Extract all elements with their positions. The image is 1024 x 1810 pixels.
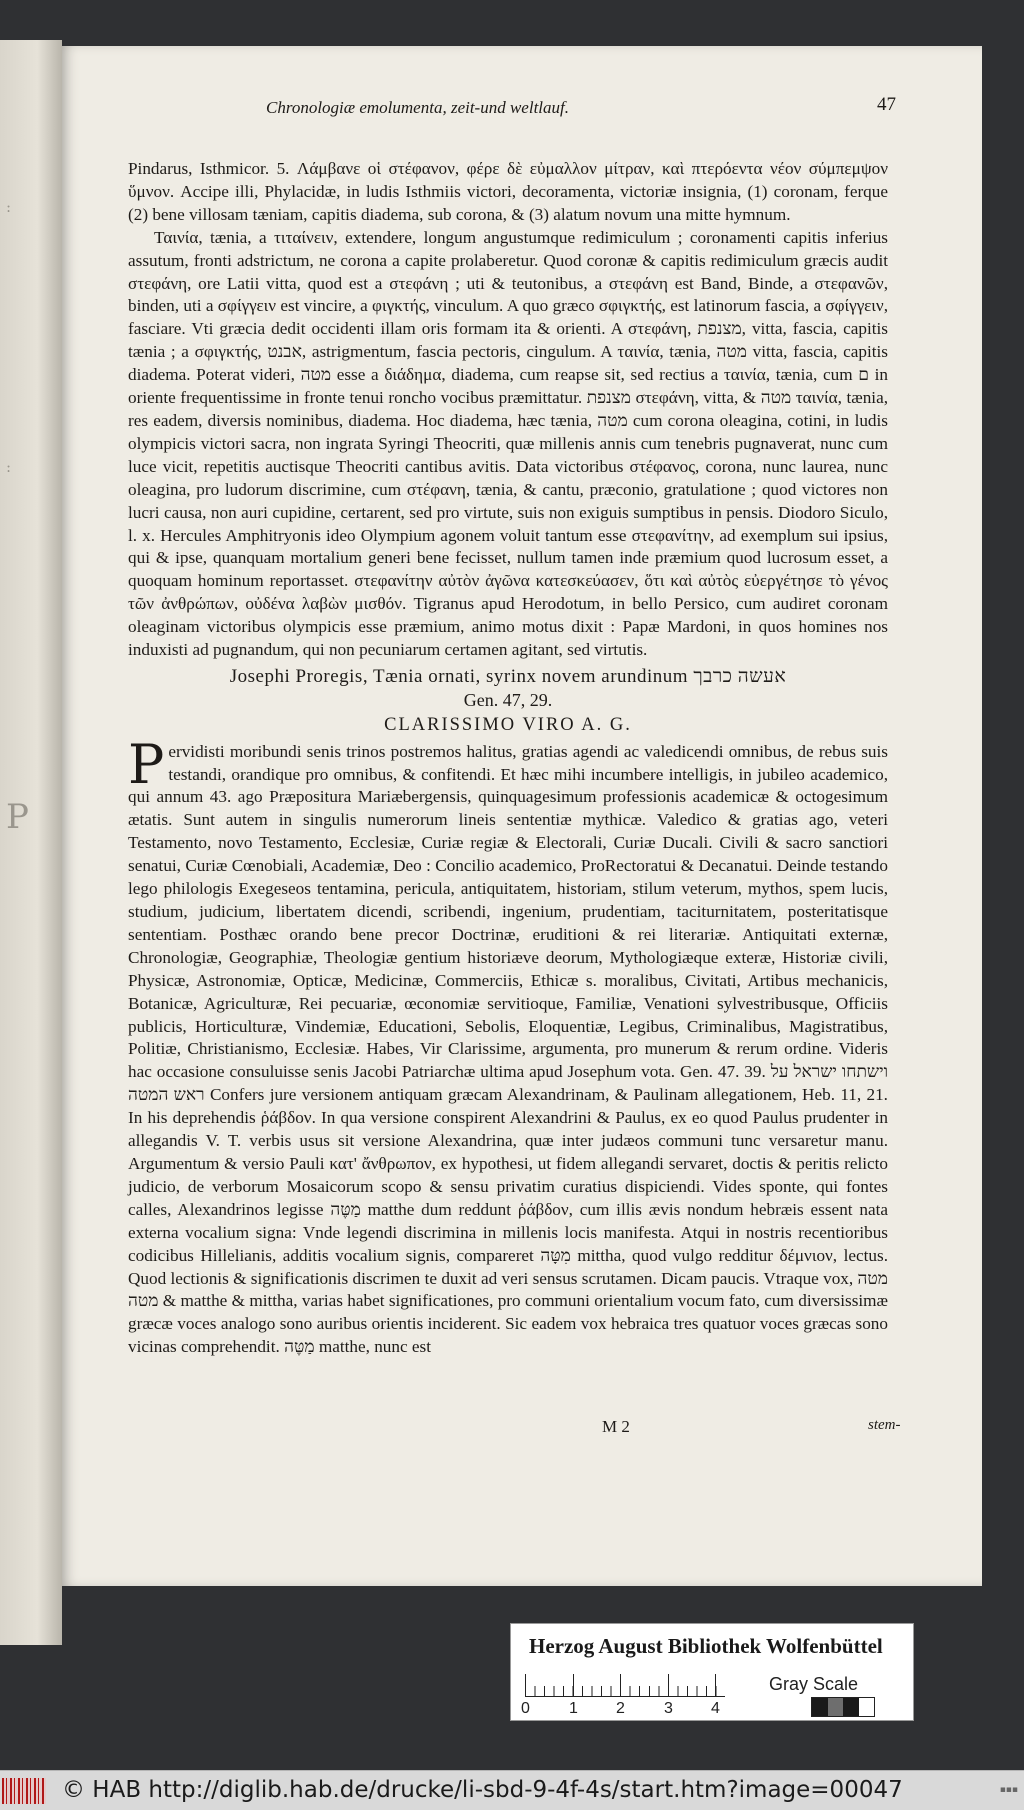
letter-text: ervidisti moribundi senis trinos postremos halitus, gratias agendi ac valedicendi omnibus, de rebus suis testandi, orandique pro omnibus, & confitendi. Et hæc mihi incumbere intelligis, in jubileo academico, qui annum 43. ago Præpositura Mariæbergensis, quinquagesimum professionis academicæ & octogesimum ætatis. Sunt autem in singulis numerorum lineis sententiæ mythicæ. Valedico & gratias ago, veteri Testamento, novo Testamento, Ecclesiæ, Curiæ regiæ & Electorali, Curiæ Ducali. Civili & sacro sanctiori senatui, Curiæ Cœnobiali, Academiæ, Deo : Concilio academico, ProRectoratui & Decanatui. Deinde testando lego philologis Exegeseos tentamina, pericula, antiquitatem, historiam, stilum veterum, mythos, spem lucis, studium, judicium, libertatem dicendi, scribendi, ingenium, prudentiam, taciturnitatem, posteritatisque sententiam. Posthæc orando bene precor Doctrinæ, eruditioni & rei literariæ. Antiquitati externæ, Chronologiæ, Geographiæ, Theologiæ gentium historiæve deorum, Mythologiæque exteræ, Historiæ civili, Physicæ, Astronomiæ, Opticæ, Medicinæ, Commerciis, Ethicæ s. moralibus, Civitati, Artibus mechanicis, Botanicæ, Agriculturæ, Rei pecuariæ, œconomiæ servitioque, Familiæ, Venationi sylvestribusque, Officiis publicis, Horticulturæ, Vindemiæ, Educationi, Sebolis, Eloquentiæ, Legibus, Criminalibus, Magistratibus, Politiæ, Christianismo, Ecclesiæ. Habes, Vir Clarissime, argumenta, pro munerum & rerum ordine. Videris hac occasione consuluisse senis Jacobi Patriarchæ ultima apud Josephum vota. Gen. 47. 39. וישתחו ישראל על ראש המטה Confers jure versionem antiquam græcam Alexandrinam, & Paulinam allegationem, Heb. 11, 21. In his deprehendis ῥάβδον. In qua versione conspirent Alexandrini & Paulus, ex eo quod Paulus prudenter in allegandis V. T. verbis usus sit versione Alexandrina, quæ inter judæos communi tunc versaretur manu. Argumentum & versio Pauli κατ' ἄνθρωπον, ex hypothesi, ut fidem allegandi servaret, doctis & peritis relicto judicio, de verborum Mosaicorum scopo & sensu privatim curatius dispiciendi. Vides sponte, qui fontes calles, Alexandrinos legisse מַטֶּה matthe dum reddunt ῥάβδον, cum illis ævis nondum hebræis essent nata externa vocalium signa: Vnde legendi discrimina in millenis locis manifesta. Atqui in nostris recentioribus codicibus Hillelianis, additis vocalium signis, compareret מִטָּה mittha, quod vulgo redditur δέμνιον, lectus. Quod lectionis & significationis discrimen te duxit ad veri sensus scrutamen. Dicam paucis. Vtraque vox, מטה & מטה matthe & mittha, varias habet significationes, pro communi orientalium vocum fato, cum diversissimæ græcæ voces analogo sono auribus orientis inciderent. Sic eadem vox hebraica tres quatuor voces græcas sono vicinas comprehendit. מַטֶּה matthe, nunc est: [128, 741, 888, 1357]
ruler-tick: [668, 1674, 669, 1696]
letter-paragraph: [128, 732, 888, 1359]
ghost-text: P: [6, 797, 29, 837]
barcode-icon: [2, 1778, 46, 1804]
library-label-card: [510, 1623, 914, 1721]
ruler-tick: [620, 1674, 621, 1696]
ruler-tick: [715, 1674, 716, 1696]
url-footer-bar: [0, 1770, 1024, 1810]
source-url[interactable]: © HAB http://diglib.hab.de/drucke/li-sbd-9-4f-4s/start.htm?image=00047: [62, 1777, 903, 1803]
page-body: [128, 158, 888, 1359]
section-reference: Gen. 47, 29.: [463, 689, 553, 710]
library-name: Herzog August Bibliothek Wolfenbüttel: [529, 1634, 883, 1658]
ruler-number: 2: [616, 1700, 625, 1717]
ghost-text: :: [6, 458, 12, 476]
ruler-tick: [525, 1674, 526, 1696]
signature-mark: M 2: [602, 1417, 630, 1436]
document-page: [62, 46, 982, 1586]
grayscale-swatch: [828, 1698, 844, 1716]
footer-mark: ▪▪▪: [999, 1785, 1018, 1795]
ruler-number: 1: [569, 1700, 578, 1717]
ruler-number: 3: [664, 1700, 673, 1717]
grayscale-bar: [811, 1697, 875, 1717]
ruler-number: 0: [521, 1700, 530, 1717]
drop-cap: P: [128, 732, 165, 796]
running-head: Chronologiæ emolumenta, zeit-und weltlauf.: [266, 98, 569, 117]
ghost-text: :: [6, 198, 12, 216]
page-number: 47: [877, 94, 896, 115]
catchword: stem-: [868, 1417, 901, 1433]
previous-page-edge: [0, 40, 62, 1645]
letter-salutation: CLARISSIMO VIRO A. G.: [384, 714, 632, 735]
paragraph: Pindarus, Isthmicor. 5. Λάμβανε οἱ στέφανον, φέρε δὲ εὐμαλλον μίτραν, καὶ πτερόεντα νέον σύμπεμψον ὕμνον. Accipe illi, Phylacidæ, in ludis Isthmiis victori, decoramenta, victoriæ insignia, (1) coronam, ferque (2) bene villosam tæniam, capitis diadema, sub corona, & (3) alatum novum una mitte hymnum.: [128, 159, 888, 224]
ruler-tick: [573, 1674, 574, 1696]
grayscale-label: Gray Scale: [769, 1674, 859, 1694]
grayscale-swatch: [812, 1698, 828, 1716]
section-title: Josephi Proregis, Tænia ornati, syrinx novem arundinum אעשה כרבך: [229, 665, 787, 687]
grayscale-swatch: [859, 1698, 875, 1716]
grayscale-swatch: [843, 1698, 859, 1716]
scale-ruler: [525, 1672, 725, 1697]
paragraph: Ταινία, tænia, a τιταίνειν, extendere, longum angustumque redimiculum ; coronamenti capitis inferius assutum, fronti adstrictum, ne corona a capite prolaberetur. Quod coronæ & capitis redimiculum græcis audit στεφάνη, ore Latii vitta, quod est a στεφάνη ; uti & teutonibus, a στεφάνη est Band, Binde, a στεφανῶν, binden, uti a σφίγγειν est vincire, a φιγκτής, vinculum. A quo græco σφιγκτής, est latinorum fascia, a σφίγγειν, fasciare. Vti græcia dedit occidenti illam oris formam ita & orienti. A στεφάνη, מצנפת, vitta, fascia, capitis tænia ; a σφιγκτής, אבנט, astrigmentum, fascia pectoris, cingulum. A ταινία, tænia, מטה vitta, fascia, capitis diadema. Poterat videri, מטה esse a διάδημα, diadema, cum reapse sit, sed rectius a ταινία, tænia, cum ם in oriente frequentissime in fronte tenui roncho vocibus præmittatur. מצנפת στεφάνη, vitta, & מטה ταινία, tænia, res eadem, diversis nominibus, diadema. Hoc diadema, hæc tænia, מטה cum corona oleagina, cotini, in ludis olympicis victori sacra, non ingrata Syringi Theocriti, quæ millenis annis cum tenebris pugnaverat, nunc cum luce vicit, repetitis auctisque Theocriti cantibus avitis. Data victoribus στέφανος, corona, nunc laurea, nunc oleagina, pro ludorum discrimine, cum στέφανη, tænia, & cantu, præconio, gratulatione ; quod victores non lucri causa, non auri cupidine, certarent, sed pro virtute, suis non exiguis sumptibus in pensis. Diodoro Siculo, l. x. Hercules Amphitryonis ideo Olympium agonem voluit tantum esse στεφανίτην, ad exemplum sui ipsius, qui & ipse, quanquam mortalium generi bene fecisset, nullum tamen inde præmium quod lucrosum esset, a quoquam hominum reportasset. στεφανίτην αὐτὸν ἀγῶνα κατεσκεύασεν, ὅτι καὶ αὐτὸς εὐεργέτησε τὸ γένος τῶν ἀνθρώπων, οὐδένα λαβὼν μισθόν. Tigranus apud Herodotum, in bello Persico, cum audiret coronam oleaginam victoribus olympicis esse præmium, animo motus dixit : Papæ Mardoni, in quos homines nos induxisti ad pugnandum, qui non pecuniarum certamen agitant, sed virtutis.: [128, 227, 889, 660]
page-header: [126, 46, 896, 117]
ruler-number: 4: [711, 1700, 720, 1717]
